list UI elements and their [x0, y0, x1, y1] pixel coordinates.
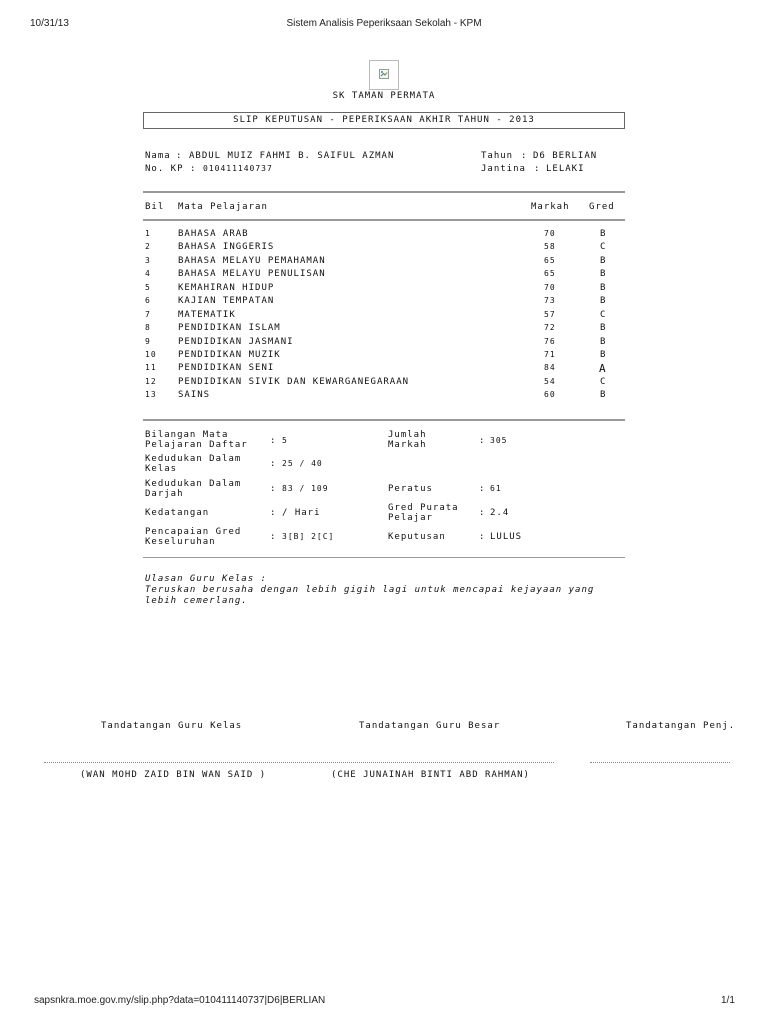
- gred-purata-value: 2.4: [490, 508, 510, 518]
- row-grade: B: [600, 269, 607, 279]
- row-mark: 72: [544, 323, 556, 332]
- print-url: sapsnkra.moe.gov.my/slip.php?data=010411140737|D6|BERLIAN: [34, 995, 326, 1006]
- student-name-label: Nama: [145, 151, 171, 161]
- row-number: 8: [145, 323, 151, 332]
- print-page-number: 1/1: [721, 995, 735, 1006]
- pencapaian-sep: :: [270, 532, 277, 542]
- row-number: 12: [145, 377, 157, 386]
- print-page-title: Sistem Analisis Peperiksaan Sekolah - KPM: [286, 18, 482, 29]
- row-subject: PENDIDIKAN SIVIK DAN KEWARGANEGARAAN: [178, 377, 410, 387]
- sig-penjaga-label: Tandatangan Penj.: [626, 721, 736, 731]
- tahun-value: D6 BERLIAN: [533, 151, 598, 161]
- kelas-value: 25 / 40: [282, 459, 323, 468]
- student-kp: 010411140737: [203, 164, 273, 173]
- row-subject: BAHASA ARAB: [178, 229, 249, 239]
- row-grade: B: [600, 350, 607, 360]
- darjah-sep: :: [270, 484, 277, 494]
- row-number: 1: [145, 229, 151, 238]
- summary-bottom-rule: [143, 557, 625, 558]
- row-number: 6: [145, 296, 151, 305]
- sig-guru-besar-label: Tandatangan Guru Besar: [359, 721, 501, 731]
- row-subject: BAHASA MELAYU PEMAHAMAN: [178, 256, 326, 266]
- row-mark: 65: [544, 269, 556, 278]
- table-row: [143, 323, 625, 336]
- row-mark: 70: [544, 229, 556, 238]
- row-grade: B: [600, 229, 607, 239]
- remarks-label: Ulasan Guru Kelas :: [145, 574, 267, 584]
- peratus-sep: :: [479, 484, 486, 494]
- col-grade: Gred: [589, 202, 615, 212]
- tahun-label: Tahun: [481, 151, 514, 161]
- row-grade: B: [600, 296, 607, 306]
- row-number: 2: [145, 242, 151, 251]
- keputusan-label: Keputusan: [388, 532, 446, 542]
- table-top-rule: [143, 191, 625, 193]
- kedatangan-label: Kedatangan: [145, 508, 210, 518]
- row-subject: PENDIDIKAN MUZIK: [178, 350, 281, 360]
- row-grade: B: [600, 390, 607, 400]
- school-name: SK TAMAN PERMATA: [332, 91, 436, 101]
- row-mark: 84: [544, 363, 556, 372]
- sig-guru-besar-name: (CHE JUNAINAH BINTI ABD RAHMAN): [331, 770, 530, 780]
- keputusan-value: LULUS: [490, 532, 523, 542]
- signature-line-right: [590, 762, 730, 763]
- table-row: [143, 337, 625, 350]
- row-number: 5: [145, 283, 151, 292]
- table-row: [143, 256, 625, 269]
- row-grade: A: [599, 362, 606, 375]
- kelas-label: Kedudukan Dalam Kelas: [145, 454, 242, 474]
- col-bil: Bil: [145, 202, 165, 212]
- table-row: [143, 390, 625, 403]
- table-row: [143, 242, 625, 255]
- school-logo: [369, 60, 399, 90]
- row-mark: 65: [544, 256, 556, 265]
- row-grade: B: [600, 337, 607, 347]
- row-grade: B: [600, 256, 607, 266]
- row-number: 3: [145, 256, 151, 265]
- table-row: [143, 269, 625, 282]
- table-row: [143, 310, 625, 323]
- row-subject: MATEMATIK: [178, 310, 236, 320]
- jumlah-label: Jumlah Markah: [388, 430, 427, 450]
- table-header-rule: [143, 219, 625, 221]
- pencapaian-label: Pencapaian Gred Keseluruhan: [145, 527, 242, 547]
- row-subject: SAINS: [178, 390, 211, 400]
- kelas-sep: :: [270, 459, 277, 469]
- row-grade: C: [600, 242, 607, 252]
- bilangan-label: Bilangan Mata Pelajaran Daftar: [145, 430, 248, 450]
- gred-purata-sep: :: [479, 508, 486, 518]
- row-subject: BAHASA INGGERIS: [178, 242, 275, 252]
- row-number: 10: [145, 350, 157, 359]
- student-kp-label: No. KP: [145, 164, 184, 174]
- row-subject: PENDIDIKAN SENI: [178, 363, 275, 373]
- row-subject: KAJIAN TEMPATAN: [178, 296, 275, 306]
- kedatangan-value: / Hari: [282, 508, 321, 518]
- row-subject: PENDIDIKAN JASMANI: [178, 337, 294, 347]
- keputusan-sep: :: [479, 532, 486, 542]
- table-row: [143, 296, 625, 309]
- peratus-label: Peratus: [388, 484, 433, 494]
- col-subject: Mata Pelajaran: [178, 202, 268, 212]
- peratus-value: 61: [490, 484, 502, 493]
- row-mark: 71: [544, 350, 556, 359]
- row-mark: 57: [544, 310, 556, 319]
- jumlah-value: 305: [490, 436, 508, 445]
- table-row: [143, 350, 625, 363]
- remarks-line-1: Teruskan berusaha dengan lebih gigih lagi untuk mencapai kejayaan yang: [145, 585, 595, 595]
- pencapaian-value: 3[B] 2[C]: [282, 532, 335, 541]
- bilangan-sep: :: [270, 436, 277, 446]
- row-mark: 58: [544, 242, 556, 251]
- jantina-sep: :: [534, 164, 541, 174]
- row-number: 13: [145, 390, 157, 399]
- row-number: 4: [145, 269, 151, 278]
- row-subject: PENDIDIKAN ISLAM: [178, 323, 281, 333]
- row-grade: B: [600, 323, 607, 333]
- jumlah-sep: :: [479, 436, 486, 446]
- remarks-line-2: lebih cemerlang.: [145, 596, 248, 606]
- row-mark: 73: [544, 296, 556, 305]
- gred-purata-label: Gred Purata Pelajar: [388, 503, 459, 523]
- jantina-label: Jantina: [481, 164, 526, 174]
- tahun-sep: :: [521, 151, 528, 161]
- signature-line-left: [44, 762, 554, 763]
- student-name-sep: :: [176, 151, 183, 161]
- row-number: 9: [145, 337, 151, 346]
- broken-image-icon: [379, 69, 389, 79]
- table-row: [143, 377, 625, 390]
- row-number: 7: [145, 310, 151, 319]
- sig-guru-kelas-name: (WAN MOHD ZAID BIN WAN SAID ): [80, 770, 267, 780]
- row-grade: C: [600, 310, 607, 320]
- darjah-value: 83 / 109: [282, 484, 329, 493]
- row-grade: C: [600, 377, 607, 387]
- darjah-label: Kedudukan Dalam Darjah: [145, 479, 242, 499]
- table-row: [143, 363, 625, 376]
- table-row: [143, 283, 625, 296]
- table-row: [143, 229, 625, 242]
- table-header: [143, 202, 625, 215]
- row-mark: 54: [544, 377, 556, 386]
- slip-title: SLIP KEPUTUSAN - PEPERIKSAAN AKHIR TAHUN - 2013: [143, 112, 625, 129]
- kedatangan-sep: :: [270, 508, 277, 518]
- row-subject: BAHASA MELAYU PENULISAN: [178, 269, 326, 279]
- row-mark: 70: [544, 283, 556, 292]
- student-kp-sep: :: [190, 164, 197, 174]
- col-mark: Markah: [531, 202, 570, 212]
- row-grade: B: [600, 283, 607, 293]
- sig-guru-kelas-label: Tandatangan Guru Kelas: [101, 721, 243, 731]
- table-bottom-rule: [143, 419, 625, 421]
- row-mark: 76: [544, 337, 556, 346]
- print-date: 10/31/13: [30, 18, 69, 29]
- bilangan-value: 5: [282, 436, 288, 445]
- row-number: 11: [145, 363, 157, 372]
- jantina-value: LELAKI: [546, 164, 585, 174]
- row-subject: KEMAHIRAN HIDUP: [178, 283, 275, 293]
- row-mark: 60: [544, 390, 556, 399]
- student-name: ABDUL MUIZ FAHMI B. SAIFUL AZMAN: [189, 151, 395, 161]
